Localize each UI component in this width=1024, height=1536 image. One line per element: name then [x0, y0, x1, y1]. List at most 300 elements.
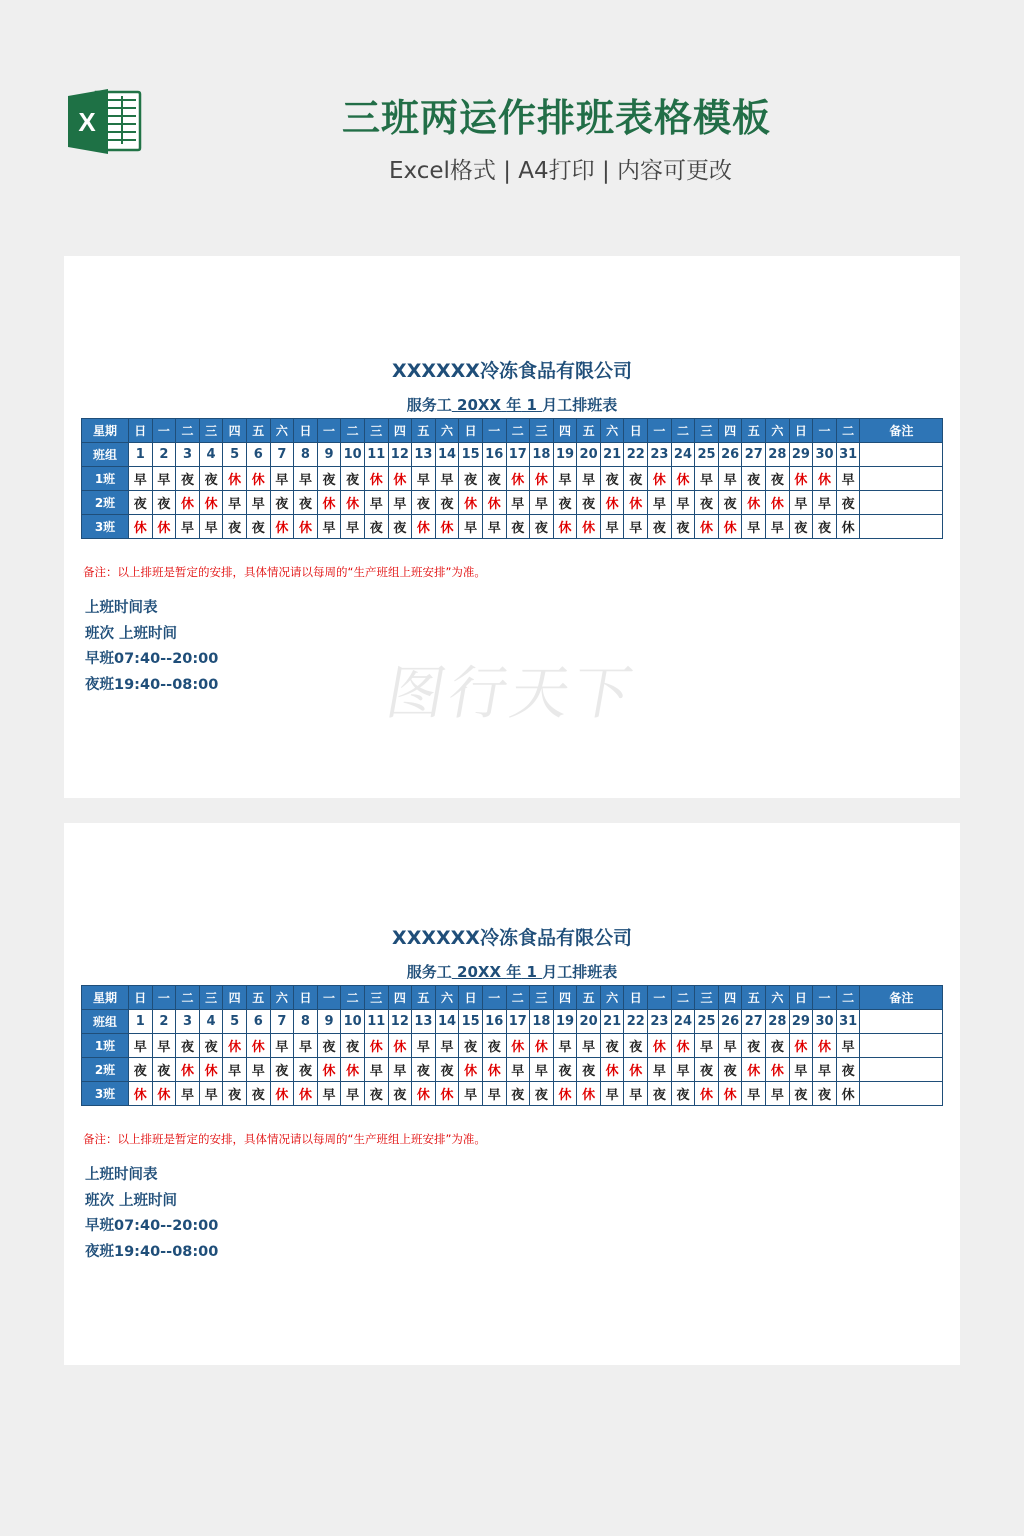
weekday-cell: 六 [766, 986, 790, 1010]
date-cell: 21 [600, 443, 624, 467]
night-shift-time: 夜班19:40--08:00 [85, 1244, 219, 1261]
shift-cell: 夜 [553, 1058, 577, 1082]
shift-cell: 早 [671, 1058, 695, 1082]
date-cell: 9 [317, 1010, 341, 1034]
shift-cell: 早 [199, 515, 223, 539]
shift-cell: 休 [577, 515, 601, 539]
weekday-cell: 二 [506, 986, 530, 1010]
date-cell: 7 [270, 1010, 294, 1034]
shift-cell: 早 [836, 467, 860, 491]
date-cell: 26 [718, 1010, 742, 1034]
weekday-cell: 三 [695, 419, 719, 443]
shift-cell: 夜 [176, 1034, 200, 1058]
shift-cell: 休 [600, 491, 624, 515]
date-cell: 19 [553, 1010, 577, 1034]
remark-note: 备注：以上排班是暂定的安排，具体情况请以每周的“生产班组上班安排”为准。 [83, 1132, 486, 1146]
shift-cell: 夜 [530, 1082, 554, 1106]
weekday-cell: 六 [435, 419, 459, 443]
shift-cell: 休 [742, 1058, 766, 1082]
weekday-cell: 五 [742, 986, 766, 1010]
shift-cell: 夜 [223, 1082, 247, 1106]
shift-cell: 夜 [718, 491, 742, 515]
shift-cell: 休 [718, 515, 742, 539]
shift-cell: 夜 [671, 1082, 695, 1106]
weekday-cell: 二 [176, 986, 200, 1010]
shift-cell: 早 [152, 467, 176, 491]
weekday-cell: 一 [648, 986, 672, 1010]
shift-cell: 夜 [789, 515, 813, 539]
shift-cell: 夜 [648, 515, 672, 539]
shift-cell: 休 [270, 515, 294, 539]
shift-cell: 休 [624, 491, 648, 515]
date-cell: 30 [813, 443, 837, 467]
shift-cell: 休 [435, 515, 459, 539]
shift-cell: 早 [718, 467, 742, 491]
shift-cell: 休 [742, 491, 766, 515]
shift-cell: 夜 [317, 1034, 341, 1058]
shift-cell: 早 [270, 467, 294, 491]
shift-cell: 休 [766, 1058, 790, 1082]
shift-cell: 休 [577, 1082, 601, 1106]
shift-time-table [85, 596, 218, 699]
shift-group-label: 1班 [82, 467, 129, 491]
date-cell: 15 [459, 443, 483, 467]
weekday-cell: 一 [813, 419, 837, 443]
weekday-cell: 日 [459, 419, 483, 443]
excel-logo-letter: X [78, 107, 96, 137]
date-cell: 1 [129, 1010, 153, 1034]
page-subtitle: Excel格式 | A4打印 | 内容可更改 [388, 158, 733, 184]
date-cell: 14 [435, 1010, 459, 1034]
shift-cell: 夜 [341, 1034, 365, 1058]
shift-cell: 夜 [695, 1058, 719, 1082]
schedule-title [0, 961, 1024, 983]
shift-cell: 夜 [270, 1058, 294, 1082]
shift-cell: 夜 [176, 467, 200, 491]
weekday-cell: 一 [648, 419, 672, 443]
weekday-cell: 四 [388, 986, 412, 1010]
shift-cell: 早 [577, 467, 601, 491]
shift-cell: 早 [459, 515, 483, 539]
weekday-cell: 日 [789, 986, 813, 1010]
date-cell: 5 [223, 443, 247, 467]
shift-cell: 早 [246, 1058, 270, 1082]
shift-cell: 夜 [129, 491, 153, 515]
shift-cell: 休 [553, 515, 577, 539]
remarks-cell [860, 1034, 943, 1058]
shift-cell: 休 [199, 491, 223, 515]
schedule-sheet-preview-2 [64, 823, 960, 1365]
shift-cell: 夜 [695, 491, 719, 515]
schedule-title [0, 394, 1024, 416]
weekday-cell: 日 [294, 986, 318, 1010]
title-suffix: 月工排班表 [542, 963, 618, 981]
shift-cell: 夜 [246, 515, 270, 539]
shift-cell: 早 [718, 1034, 742, 1058]
weekday-cell: 一 [482, 419, 506, 443]
shift-group-label: 3班 [82, 515, 129, 539]
shift-cell: 夜 [459, 467, 483, 491]
weekday-cell: 四 [553, 986, 577, 1010]
date-cell: 5 [223, 1010, 247, 1034]
date-cell: 21 [600, 1010, 624, 1034]
weekday-row [82, 986, 943, 1010]
time-table-heading: 上班时间表 [85, 600, 158, 616]
date-cell: 1 [129, 443, 153, 467]
shift-row [82, 1082, 943, 1106]
shift-cell: 夜 [530, 515, 554, 539]
remarks-cell [860, 1058, 943, 1082]
shift-cell: 休 [435, 1082, 459, 1106]
shift-cell: 休 [506, 1034, 530, 1058]
date-cell: 15 [459, 1010, 483, 1034]
shift-cell: 休 [388, 467, 412, 491]
shift-cell: 夜 [742, 467, 766, 491]
remarks-cell [860, 515, 943, 539]
title-year-word: 年 [506, 963, 522, 981]
weekday-cell: 三 [364, 419, 388, 443]
shift-cell: 休 [766, 491, 790, 515]
company-name: XXXXXX冷冻食品有限公司 [392, 360, 632, 382]
shift-cell: 休 [600, 1058, 624, 1082]
shift-cell: 夜 [482, 467, 506, 491]
shift-cell: 早 [624, 1082, 648, 1106]
shift-cell: 夜 [364, 515, 388, 539]
remarks-header: 备注 [860, 986, 943, 1010]
shift-cell: 休 [695, 1082, 719, 1106]
shift-cell: 休 [388, 1034, 412, 1058]
shift-cell: 休 [482, 491, 506, 515]
weekday-cell: 三 [695, 986, 719, 1010]
shift-cell: 早 [813, 491, 837, 515]
title-suffix: 月工排班表 [542, 396, 618, 414]
shift-cell: 休 [718, 1082, 742, 1106]
date-cell: 31 [836, 1010, 860, 1034]
shift-cell: 休 [199, 1058, 223, 1082]
shift-cell: 早 [624, 515, 648, 539]
date-cell: 29 [789, 1010, 813, 1034]
shift-cell: 休 [789, 467, 813, 491]
shift-cell: 休 [246, 1034, 270, 1058]
shift-cell: 休 [412, 1082, 436, 1106]
shift-cell: 休 [152, 515, 176, 539]
shift-cell: 夜 [388, 1082, 412, 1106]
weekday-cell: 三 [530, 986, 554, 1010]
weekday-cell: 四 [388, 419, 412, 443]
shift-cell: 早 [530, 1058, 554, 1082]
shift-time-table [85, 1163, 218, 1266]
weekday-cell: 日 [789, 419, 813, 443]
weekday-cell: 四 [553, 419, 577, 443]
shift-cell: 早 [742, 515, 766, 539]
shift-cell: 休 [671, 467, 695, 491]
time-table-heading: 上班时间表 [85, 1167, 158, 1183]
shift-cell: 早 [270, 1034, 294, 1058]
date-cell: 16 [482, 1010, 506, 1034]
date-cell: 24 [671, 1010, 695, 1034]
shift-group-label: 2班 [82, 491, 129, 515]
shift-cell: 早 [435, 467, 459, 491]
date-cell: 2 [152, 1010, 176, 1034]
shift-cell: 夜 [600, 467, 624, 491]
shift-cell: 夜 [435, 1058, 459, 1082]
shift-cell: 早 [176, 515, 200, 539]
date-cell: 17 [506, 1010, 530, 1034]
weekday-cell: 五 [246, 986, 270, 1010]
time-table-columns: 班次 上班时间 [85, 1192, 178, 1209]
date-cell: 27 [742, 443, 766, 467]
shift-cell: 休 [317, 491, 341, 515]
shift-cell: 夜 [435, 491, 459, 515]
weekday-cell: 四 [718, 419, 742, 443]
shift-cell: 早 [648, 1058, 672, 1082]
shift-cell: 夜 [152, 1058, 176, 1082]
date-cell: 10 [341, 1010, 365, 1034]
remark-note: 备注：以上排班是暂定的安排，具体情况请以每周的“生产班组上班安排”为准。 [83, 565, 486, 579]
shift-cell: 早 [530, 491, 554, 515]
shift-cell: 休 [152, 1082, 176, 1106]
weekday-cell: 一 [317, 419, 341, 443]
shift-cell: 夜 [152, 491, 176, 515]
shift-cell: 休 [836, 1082, 860, 1106]
shift-cell: 休 [176, 491, 200, 515]
shift-cell: 休 [459, 491, 483, 515]
date-cell: 26 [718, 443, 742, 467]
date-cell: 22 [624, 443, 648, 467]
shift-cell: 夜 [836, 491, 860, 515]
shift-cell: 休 [624, 1058, 648, 1082]
shift-cell: 早 [695, 1034, 719, 1058]
weekday-cell: 日 [624, 986, 648, 1010]
shift-cell: 夜 [223, 515, 247, 539]
shift-cell: 早 [223, 1058, 247, 1082]
remarks-cell [860, 491, 943, 515]
shift-cell: 早 [364, 1058, 388, 1082]
shift-cell: 休 [836, 515, 860, 539]
date-cell: 8 [294, 443, 318, 467]
watermark: 图行天下 [381, 659, 642, 727]
shift-cell: 休 [129, 1082, 153, 1106]
shift-cell: 休 [246, 467, 270, 491]
shift-cell: 休 [364, 467, 388, 491]
shift-cell: 夜 [766, 467, 790, 491]
weekday-cell: 六 [600, 419, 624, 443]
date-cell: 7 [270, 443, 294, 467]
shift-cell: 夜 [246, 1082, 270, 1106]
date-row-label: 班组 [82, 1010, 129, 1034]
shift-cell: 休 [317, 1058, 341, 1082]
title-year: 20XX [457, 396, 502, 414]
page-title: 三班两运作排班表格模板 [341, 96, 771, 140]
shift-cell: 夜 [199, 467, 223, 491]
roster-table [81, 985, 943, 1106]
shift-cell: 早 [789, 1058, 813, 1082]
weekday-cell: 日 [129, 986, 153, 1010]
shift-cell: 休 [671, 1034, 695, 1058]
weekday-cell: 四 [223, 986, 247, 1010]
shift-cell: 休 [553, 1082, 577, 1106]
date-cell: 6 [246, 443, 270, 467]
date-cell: 13 [412, 1010, 436, 1034]
weekday-cell: 六 [270, 419, 294, 443]
date-row [82, 1010, 943, 1034]
date-cell: 11 [364, 1010, 388, 1034]
shift-cell: 夜 [836, 1058, 860, 1082]
shift-cell: 早 [129, 467, 153, 491]
shift-cell: 早 [317, 515, 341, 539]
title-year: 20XX [457, 963, 502, 981]
date-cell: 4 [199, 1010, 223, 1034]
shift-cell: 早 [294, 467, 318, 491]
shift-cell: 休 [412, 515, 436, 539]
shift-cell: 休 [789, 1034, 813, 1058]
shift-cell: 休 [270, 1082, 294, 1106]
date-cell: 13 [412, 443, 436, 467]
weekday-cell: 三 [199, 419, 223, 443]
date-cell: 8 [294, 1010, 318, 1034]
shift-cell: 夜 [341, 467, 365, 491]
shift-cell: 早 [766, 1082, 790, 1106]
shift-row [82, 467, 943, 491]
shift-cell: 早 [199, 1082, 223, 1106]
shift-cell: 早 [789, 491, 813, 515]
date-cell: 4 [199, 443, 223, 467]
weekday-cell: 六 [435, 986, 459, 1010]
shift-cell: 休 [530, 1034, 554, 1058]
shift-row [82, 1034, 943, 1058]
shift-cell: 夜 [577, 1058, 601, 1082]
shift-cell: 早 [435, 1034, 459, 1058]
date-cell: 25 [695, 1010, 719, 1034]
shift-cell: 早 [341, 1082, 365, 1106]
weekday-cell: 一 [152, 419, 176, 443]
weekday-cell: 六 [270, 986, 294, 1010]
weekday-cell: 日 [459, 986, 483, 1010]
time-table-columns: 班次 上班时间 [85, 625, 178, 642]
shift-cell: 早 [671, 491, 695, 515]
roster-table [81, 418, 943, 539]
shift-cell: 夜 [364, 1082, 388, 1106]
shift-cell: 夜 [506, 515, 530, 539]
shift-row [82, 515, 943, 539]
title-prefix: 服务工 [406, 963, 452, 981]
shift-cell: 早 [223, 491, 247, 515]
remarks-cell [860, 467, 943, 491]
shift-cell: 夜 [412, 1058, 436, 1082]
shift-cell: 早 [813, 1058, 837, 1082]
shift-cell: 休 [223, 1034, 247, 1058]
shift-row [82, 491, 943, 515]
date-cell: 30 [813, 1010, 837, 1034]
date-cell: 12 [388, 1010, 412, 1034]
weekday-cell: 六 [766, 419, 790, 443]
shift-cell: 夜 [600, 1034, 624, 1058]
weekday-row [82, 419, 943, 443]
date-cell: 11 [364, 443, 388, 467]
weekday-cell: 二 [341, 986, 365, 1010]
shift-cell: 早 [388, 1058, 412, 1082]
date-cell: 9 [317, 443, 341, 467]
shift-cell: 早 [742, 1082, 766, 1106]
date-cell: 24 [671, 443, 695, 467]
shift-cell: 早 [553, 467, 577, 491]
weekday-cell: 四 [223, 419, 247, 443]
weekday-cell: 五 [577, 986, 601, 1010]
shift-cell: 早 [506, 491, 530, 515]
shift-cell: 早 [317, 1082, 341, 1106]
weekday-cell: 二 [836, 419, 860, 443]
date-cell: 10 [341, 443, 365, 467]
shift-cell: 早 [412, 467, 436, 491]
shift-cell: 早 [648, 491, 672, 515]
date-cell: 17 [506, 443, 530, 467]
shift-cell: 休 [530, 467, 554, 491]
weekday-cell: 六 [600, 986, 624, 1010]
shift-cell: 夜 [199, 1034, 223, 1058]
date-cell: 29 [789, 443, 813, 467]
weekday-row-label: 星期 [82, 986, 129, 1010]
date-cell: 28 [766, 1010, 790, 1034]
date-cell: 28 [766, 443, 790, 467]
weekday-cell: 日 [129, 419, 153, 443]
shift-cell: 夜 [129, 1058, 153, 1082]
shift-cell: 夜 [624, 1034, 648, 1058]
shift-cell: 夜 [317, 467, 341, 491]
date-cell: 19 [553, 443, 577, 467]
shift-cell: 休 [648, 1034, 672, 1058]
shift-cell: 夜 [270, 491, 294, 515]
shift-cell: 休 [648, 467, 672, 491]
weekday-cell: 一 [482, 986, 506, 1010]
shift-cell: 夜 [294, 1058, 318, 1082]
shift-cell: 早 [129, 1034, 153, 1058]
date-cell: 3 [176, 1010, 200, 1034]
shift-cell: 早 [364, 491, 388, 515]
shift-cell: 早 [459, 1082, 483, 1106]
shift-cell: 休 [129, 515, 153, 539]
title-month: 1 [526, 963, 537, 981]
shift-group-label: 3班 [82, 1082, 129, 1106]
weekday-cell: 三 [530, 419, 554, 443]
weekday-cell: 五 [412, 419, 436, 443]
weekday-cell: 五 [742, 419, 766, 443]
weekday-cell: 二 [671, 986, 695, 1010]
shift-row [82, 1058, 943, 1082]
date-cell: 18 [530, 443, 554, 467]
shift-cell: 夜 [718, 1058, 742, 1082]
date-cell: 23 [648, 443, 672, 467]
shift-cell: 夜 [577, 491, 601, 515]
shift-cell: 早 [388, 491, 412, 515]
shift-cell: 休 [506, 467, 530, 491]
shift-cell: 休 [341, 1058, 365, 1082]
weekday-cell: 五 [577, 419, 601, 443]
weekday-cell: 二 [341, 419, 365, 443]
shift-group-label: 1班 [82, 1034, 129, 1058]
shift-cell: 夜 [742, 1034, 766, 1058]
shift-cell: 夜 [459, 1034, 483, 1058]
date-cell: 3 [176, 443, 200, 467]
early-shift-time: 早班07:40--20:00 [85, 1218, 219, 1235]
date-cell: 31 [836, 443, 860, 467]
shift-cell: 早 [482, 1082, 506, 1106]
shift-cell: 夜 [412, 491, 436, 515]
shift-cell: 夜 [671, 515, 695, 539]
weekday-cell: 日 [624, 419, 648, 443]
shift-cell: 休 [294, 1082, 318, 1106]
shift-cell: 夜 [294, 491, 318, 515]
date-cell: 16 [482, 443, 506, 467]
